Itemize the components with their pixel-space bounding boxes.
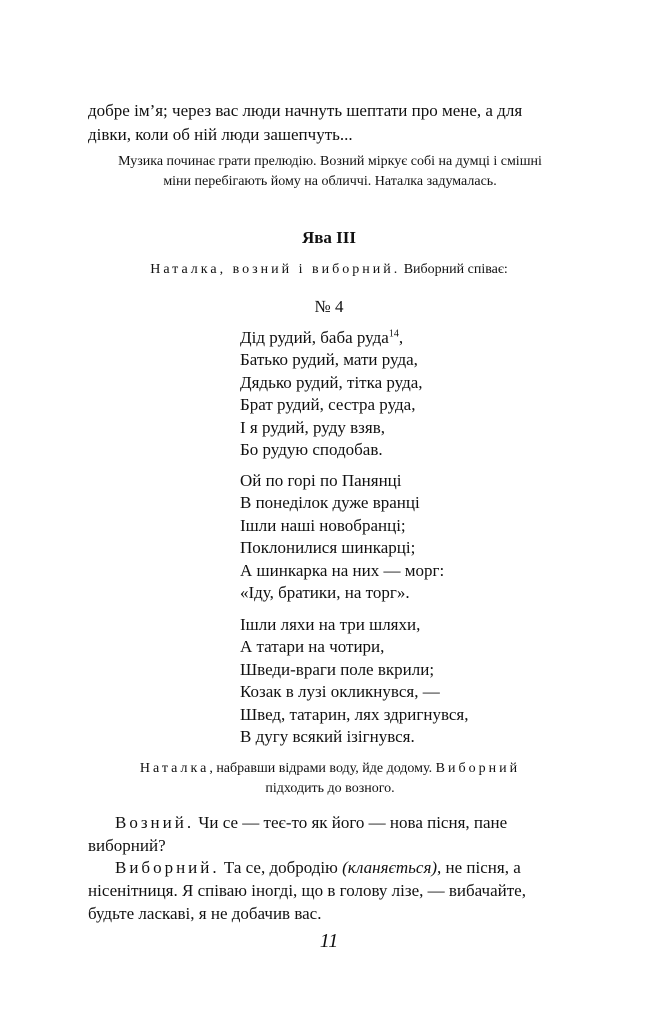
song-line: Брат рудий, сестра руда, [240, 395, 416, 415]
song-line: Шведи-враги поле вкрили; [240, 659, 435, 679]
speaker-name: Виборний. [115, 858, 220, 877]
song-line: Батько рудий, мати руда, [240, 350, 418, 370]
song-line: В дугу всякий ізігнувся. [240, 727, 415, 747]
page-number: 11 [319, 930, 339, 952]
song-line: Ішли ляхи на три шляхи, [240, 615, 421, 634]
stage-direction-line: міни перебігають йому на обличчі. Наталка задумалась. [163, 174, 497, 189]
song-line: Поклонилися шинкарці; [240, 538, 416, 558]
dialogue-line: Виборний. Та се, добродію (кланяється), не пісня, а [115, 858, 521, 877]
stage-direction-line: Музика починає грати прелюдію. Возний міркує собі на думці і смішні [118, 154, 542, 169]
song-line: І я рудий, руду взяв, [240, 417, 385, 437]
song-line: Ой по горі по Панянці [240, 471, 402, 490]
stage-remark: (кланяється) [342, 858, 438, 877]
song-line: В понеділок дуже вранці [240, 493, 420, 513]
song-number: № 4 [314, 297, 344, 316]
dialogue-line: будьте ласкаві, я не добачив вас. [88, 904, 322, 923]
cast-line [0, 260, 658, 280]
text-line: дівки, коли об ній люди зашепчуть... [88, 125, 353, 144]
speaker-name: Виборний [435, 761, 521, 776]
text-line: добре ім’я; через вас люди начнуть шептати про мене, а для [88, 101, 523, 120]
stage-direction-line: підходить до возного. [265, 781, 395, 796]
song-stanza [240, 614, 469, 748]
song-line: Дядько рудий, тітка руда, [240, 372, 423, 392]
song-stanza [240, 327, 423, 461]
song-line: Ішли наші новобранці; [240, 515, 406, 535]
dialogue-line: Возний. Чи се — теє-то як його — нова пісня, пане [115, 813, 508, 832]
dialogue-line: виборний? [88, 836, 166, 855]
song-line: Дід рудий, баба руда$^{14}$, [240, 328, 404, 347]
speaker-name: Возний. [115, 813, 195, 832]
song-line: Бо рудую сподобав. [240, 440, 383, 460]
song-line: А татари на чотири, [240, 637, 385, 657]
song-line: «Іду, братики, на торг». [240, 583, 410, 603]
cast-action: Виборний співає: [403, 262, 508, 277]
scene-title: Ява III [301, 228, 357, 247]
song-stanza [240, 470, 444, 604]
song-line: Швед, татарин, лях здригнувся, [240, 704, 469, 724]
cast-names: Наталка, возний і виборний. [150, 262, 401, 277]
song-line: А шинкарка на них — морг: [240, 560, 445, 580]
dialogue-line: нісенітниця. Я співаю іногді, що в голову лізе, — вибачайте, [88, 881, 526, 900]
song-line: Козак в лузі окликнувся, — [240, 682, 440, 702]
footnote-mark: 14 [388, 328, 399, 340]
stage-direction-line: Наталка, набравши відрами воду, йде додому. Виборний [139, 761, 521, 776]
speaker-name: Наталка [139, 761, 210, 776]
